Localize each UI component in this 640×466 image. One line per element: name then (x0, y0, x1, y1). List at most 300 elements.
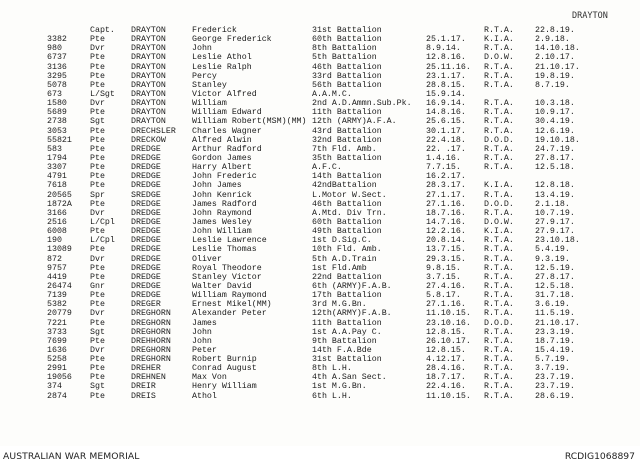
record-row (0, 355, 640, 364)
fate: R.T.A. (484, 345, 514, 355)
unit: 1st A.A.Pay C. (312, 327, 382, 337)
service-number: 5258 (47, 355, 67, 365)
enlistment-date: 14.8.16. (426, 108, 466, 118)
unit: 6th (ARMY)F.A.B. (312, 281, 392, 291)
fate: R.T.A. (484, 300, 514, 310)
enlistment-date: 12.8.15. (426, 327, 466, 337)
unit: 12th(ARMY)F.A.B. (312, 309, 392, 319)
unit: 56th Battalion (312, 80, 382, 90)
fate-date: 31.7.18. (535, 291, 575, 301)
surname: DRAYTON (131, 62, 166, 72)
fate-date: 5.7.19. (535, 355, 570, 365)
record-row (0, 53, 640, 62)
record-row (0, 209, 640, 218)
fate: R.T.A. (484, 126, 514, 136)
fate: R.T.A. (484, 26, 514, 35)
fate: R.T.A. (484, 364, 514, 374)
enlistment-date: 22.4.18. (426, 135, 466, 145)
rank: Pte (90, 391, 105, 401)
given-names: Arthur Radford (192, 144, 262, 154)
surname: DREDGE (131, 245, 161, 255)
record-row (0, 90, 640, 99)
record-row (0, 227, 640, 236)
given-names: Frederick (192, 26, 237, 35)
fate: R.T.A. (484, 245, 514, 255)
record-row (0, 81, 640, 90)
record-row (0, 181, 640, 190)
enlistment-date: 3.7.15. (426, 272, 461, 282)
given-names: Royal Theodore (192, 263, 262, 273)
given-names: Peter (192, 345, 217, 355)
rank: Gnr (90, 281, 105, 291)
fate: D.O.D. (484, 199, 514, 209)
enlistment-date: 27.4.16. (426, 281, 466, 291)
rank: Dvr (90, 254, 105, 264)
surname: DREGER (131, 300, 161, 310)
given-names: Percy (192, 71, 217, 81)
rank: Pte (90, 199, 105, 209)
rank: Pte (90, 62, 105, 72)
surname: DRAYTON (131, 89, 166, 99)
record-row (0, 373, 640, 382)
service-number: 3166 (47, 208, 67, 218)
record-row (0, 236, 640, 245)
surname: DREIR (131, 382, 156, 392)
record-row (0, 319, 640, 328)
enlistment-date: 11.10.15. (426, 391, 471, 401)
enlistment-date: 14.7.16. (426, 217, 466, 227)
service-number: 7618 (47, 181, 67, 191)
unit: 8th L.H. (312, 364, 352, 374)
unit: A.Mtd. Div Trn. (312, 208, 387, 218)
given-names: George Frederick (192, 35, 272, 45)
surname: DREDGE (131, 199, 161, 209)
enlistment-date: 27.1.16. (426, 199, 466, 209)
service-number: 583 (47, 144, 62, 154)
fate: R.T.A. (484, 254, 514, 264)
unit: 12th (ARMY)A.F.A. (312, 117, 397, 127)
service-number: 673 (47, 89, 62, 99)
unit: 35th Battalion (312, 153, 382, 163)
given-names: James Wesley (192, 217, 252, 227)
surname: DREDGE (131, 281, 161, 291)
fate-date: 23.10.18. (535, 236, 580, 246)
unit: 5th A.D.Train (312, 254, 377, 264)
rank: Pte (90, 163, 105, 173)
enlistment-date: 12.8.16. (426, 53, 466, 63)
fate-date: 12.5.18. (535, 281, 575, 291)
enlistment-date: 30.1.17. (426, 126, 466, 136)
surname: DREDGE (131, 217, 161, 227)
record-row (0, 346, 640, 355)
unit: 14th F.A.Bde (312, 345, 372, 355)
rank: Pte (90, 291, 105, 301)
footer-record-id: RCDIG1068897 (564, 451, 635, 462)
fate-date: 10.3.18. (535, 99, 575, 109)
rank: Pte (90, 227, 105, 237)
fate-date: 19.10.18. (535, 135, 580, 145)
rank: Dvr (90, 99, 105, 109)
surname: DREGHORN (131, 318, 171, 328)
given-names: William Raymond (192, 291, 267, 301)
fate-date: 27.8.17. (535, 153, 575, 163)
enlistment-date: 22. .17. (426, 144, 466, 154)
enlistment-date: 28.4.16. (426, 364, 466, 374)
given-names: Harry Albert (192, 163, 252, 173)
record-row (0, 127, 640, 136)
fate: R.T.A. (484, 355, 514, 365)
unit: 31st Battalion (312, 355, 382, 365)
rank: Spr (90, 190, 105, 200)
given-names: John James (192, 181, 242, 191)
given-names: Gordon James (192, 153, 252, 163)
given-names: James Radford (192, 199, 257, 209)
fate: R.T.A. (484, 391, 514, 401)
enlistment-date: 16.2.17. (426, 172, 466, 182)
service-number: 55821 (47, 135, 72, 145)
fate-date: 23.3.19. (535, 327, 575, 337)
rank: Pte (90, 364, 105, 374)
rank: L/Cpl (90, 236, 115, 246)
enlistment-date: 28.3.17. (426, 181, 466, 191)
service-number: 3053 (47, 126, 67, 136)
surname: DREIS (131, 391, 156, 401)
fate: K.I.A. (484, 35, 514, 45)
record-row (0, 291, 640, 300)
surname: DREHNEN (131, 373, 166, 383)
unit: 1st Fld.Amb (312, 263, 367, 273)
surname: DRECHSLER (131, 126, 176, 136)
rank: Pte (90, 373, 105, 383)
fate-date: 9.3.19. (535, 254, 570, 264)
service-number: 2738 (47, 117, 67, 127)
given-names: Stanley Victor (192, 272, 262, 282)
given-names: Conrad August (192, 364, 257, 374)
service-number: 5689 (47, 108, 67, 118)
fate: R.T.A. (484, 291, 514, 301)
given-names: Robert Burnip (192, 355, 257, 365)
given-names: Leslie Lawrence (192, 236, 267, 246)
enlistment-date: 26.10.17. (426, 336, 471, 346)
fate-date: 10.9.17. (535, 108, 575, 118)
given-names: Leslie Athol (192, 53, 252, 63)
unit: 1st D.Sig.C. (312, 236, 372, 246)
fate-date: 27.8.17. (535, 272, 575, 282)
fate: R.T.A. (484, 144, 514, 154)
unit: 4th A.San Sect. (312, 373, 387, 383)
fate: R.T.A. (484, 117, 514, 127)
service-number: 13089 (47, 245, 72, 255)
surname: DREDGE (131, 144, 161, 154)
record-row (0, 35, 640, 44)
surname: DRAYTON (131, 99, 166, 109)
rank: Pte (90, 80, 105, 90)
record-row (0, 245, 640, 254)
rank: Pte (90, 336, 105, 346)
enlistment-date: 22.4.16. (426, 382, 466, 392)
surname: DREDGE (131, 263, 161, 273)
unit: 11th Battalion (312, 318, 382, 328)
surname: DRAYTON (131, 71, 166, 81)
given-names: Leslie Thomas (192, 245, 257, 255)
record-row (0, 163, 640, 172)
given-names: Athol (192, 391, 217, 401)
unit: 46th Battalion (312, 62, 382, 72)
unit: 2nd A.D.Ammn.Sub.Pk. (312, 99, 412, 109)
record-row (0, 328, 640, 337)
rank: Pte (90, 172, 105, 182)
fate-date: 14.10.18. (535, 44, 580, 54)
given-names: Charles Wagner (192, 126, 262, 136)
record-row (0, 154, 640, 163)
service-number: 872 (47, 254, 62, 264)
record-row (0, 218, 640, 227)
fate: D.O.D. (484, 318, 514, 328)
rank: Pte (90, 355, 105, 365)
given-names: Max Von (192, 373, 227, 383)
fate: R.T.A. (484, 382, 514, 392)
enlistment-date: 7.7.15. (426, 163, 461, 173)
enlistment-date: 28.8.15. (426, 80, 466, 90)
records-list (0, 26, 640, 401)
unit: 3rd M.G.Bn. (312, 300, 367, 310)
service-number: 2874 (47, 391, 67, 401)
fate-date: 24.7.19. (535, 144, 575, 154)
unit: 60th Battalion (312, 35, 382, 45)
given-names: John (192, 327, 212, 337)
surname: DRAYTON (131, 80, 166, 90)
given-names: Ernest Mikel(MM) (192, 300, 272, 310)
fate-date: 28.6.19. (535, 391, 575, 401)
fate-date: 12.5.19. (535, 263, 575, 273)
given-names: Leslie Ralph (192, 62, 252, 72)
rank: L/Sgt (90, 89, 115, 99)
enlistment-date: 20.8.14. (426, 236, 466, 246)
service-number: 5382 (47, 300, 67, 310)
fate-date: 2.1.18. (535, 199, 570, 209)
fate: R.T.A. (484, 309, 514, 319)
rank: Pte (90, 71, 105, 81)
surname: DREDGE (131, 272, 161, 282)
given-names: Victor Alfred (192, 89, 257, 99)
header-surname: DRAYTON (572, 11, 608, 21)
fate: R.T.A. (484, 373, 514, 383)
surname: DRAYTON (131, 35, 166, 45)
enlistment-date: 1.4.16. (426, 153, 461, 163)
service-number: 7139 (47, 291, 67, 301)
enlistment-date: 18.7.16. (426, 208, 466, 218)
unit: 8th Battalion (312, 44, 377, 54)
enlistment-date: 25.1.17. (426, 35, 466, 45)
enlistment-date: 13.7.15. (426, 245, 466, 255)
fate-date: 22.8.19. (535, 26, 575, 35)
service-number: 20565 (47, 190, 72, 200)
rank: Pte (90, 126, 105, 136)
rank: Pte (90, 135, 105, 145)
service-number: 3295 (47, 71, 67, 81)
fate: K.I.A. (484, 227, 514, 237)
service-number: 3136 (47, 62, 67, 72)
surname: DRAYTON (131, 44, 166, 54)
fate-date: 3.7.19. (535, 364, 570, 374)
given-names: John Raymond (192, 208, 252, 218)
surname: DREDGE (131, 172, 161, 182)
service-number: 3307 (47, 163, 67, 173)
enlistment-date: 4.12.17. (426, 355, 466, 365)
service-number: 1872A (47, 199, 72, 209)
service-number: 20779 (47, 309, 72, 319)
rank: Pte (90, 53, 105, 63)
unit: 49th Battalion (312, 227, 382, 237)
enlistment-date: 5.8.17. (426, 291, 461, 301)
fate: D.O.W. (484, 217, 514, 227)
enlistment-date: 11.10.15. (426, 309, 471, 319)
unit: 33rd Battalion (312, 71, 382, 81)
service-number: 7699 (47, 336, 67, 346)
unit: 5th Battalion (312, 53, 377, 63)
surname: DREGHORN (131, 309, 171, 319)
surname: DRAYTON (131, 26, 166, 35)
enlistment-date: 18.7.17. (426, 373, 466, 383)
unit: 31st Battalion (312, 26, 382, 35)
fate-date: 2.10.17. (535, 53, 575, 63)
fate: R.T.A. (484, 336, 514, 346)
record-row (0, 364, 640, 373)
fate-date: 11.5.19. (535, 309, 575, 319)
surname: DREDGE (131, 181, 161, 191)
given-names: Henry William (192, 382, 257, 392)
surname: DREDGE (131, 208, 161, 218)
service-number: 6008 (47, 227, 67, 237)
fate-date: 3.6.19. (535, 300, 570, 310)
record-row (0, 72, 640, 81)
fate: R.T.A. (484, 71, 514, 81)
fate-date: 27.9.17. (535, 227, 575, 237)
fate: R.T.A. (484, 263, 514, 273)
rank: Pte (90, 263, 105, 273)
surname: DREHHORN (131, 336, 171, 346)
enlistment-date: 12.8.15. (426, 345, 466, 355)
service-number: 980 (47, 44, 62, 54)
record-row (0, 309, 640, 318)
surname: DREGHORN (131, 355, 171, 365)
given-names: John Frederic (192, 172, 257, 182)
surname: DREDGE (131, 254, 161, 264)
unit: 11th Battalion (312, 108, 382, 118)
record-row (0, 273, 640, 282)
fate-date: 18.7.19. (535, 336, 575, 346)
fate: R.T.A. (484, 236, 514, 246)
unit: 22nd Battalion (312, 272, 382, 282)
surname: DREDGE (131, 227, 161, 237)
rank: Dvr (90, 44, 105, 54)
footer-source: AUSTRALIAN WAR MEMORIAL (3, 451, 140, 462)
enlistment-date: 27.1.16. (426, 300, 466, 310)
given-names: William Edward (192, 108, 262, 118)
rank: L/Cpl (90, 217, 115, 227)
service-number: 190 (47, 236, 62, 246)
surname: DRAYTON (131, 108, 166, 118)
rank: Capt. (90, 26, 115, 35)
record-row (0, 63, 640, 72)
rank: Sgt (90, 327, 105, 337)
fate: R.T.A. (484, 281, 514, 291)
surname: DRAYTON (131, 53, 166, 63)
surname: DREDGE (131, 291, 161, 301)
fate: R.T.A. (484, 327, 514, 337)
unit: 32nd Battalion (312, 135, 382, 145)
fate: R.T.A. (484, 153, 514, 163)
rank: Pte (90, 300, 105, 310)
record-row (0, 300, 640, 309)
fate-date: 15.4.19. (535, 345, 575, 355)
unit: 60th Battalion (312, 217, 382, 227)
unit: A.F.C. (312, 163, 342, 173)
given-names: John William (192, 227, 252, 237)
rank: Dvr (90, 309, 105, 319)
unit: 7th Fld. Amb. (312, 144, 377, 154)
given-names: Stanley (192, 80, 227, 90)
given-names: Walter David (192, 281, 252, 291)
rank: Pte (90, 153, 105, 163)
unit: 42ndBattalion (312, 181, 377, 191)
service-number: 6737 (47, 53, 67, 63)
record-row (0, 117, 640, 126)
given-names: John (192, 336, 212, 346)
unit: L.Motor W.Sect. (312, 190, 387, 200)
service-number: 9757 (47, 263, 67, 273)
fate: R.T.A. (484, 108, 514, 118)
given-names: Alfred Alwin (192, 135, 252, 145)
record-row (0, 99, 640, 108)
service-number: 1580 (47, 99, 67, 109)
enlistment-date: 12.2.16. (426, 227, 466, 237)
surname: DREDGE (131, 236, 161, 246)
record-row (0, 200, 640, 209)
fate-date: 12.6.19. (535, 126, 575, 136)
rank: Dvr (90, 208, 105, 218)
fate-date: 23.7.19. (535, 373, 575, 383)
given-names: William Robert(MSM)(MM) (192, 117, 307, 127)
fate: R.T.A. (484, 190, 514, 200)
fate-date: 21.10.17. (535, 62, 580, 72)
unit: A.A.M.C. (312, 89, 352, 99)
record-row (0, 282, 640, 291)
enlistment-date: 29.3.15. (426, 254, 466, 264)
fate: R.T.A. (484, 62, 514, 72)
record-row (0, 191, 640, 200)
fate-date: 10.7.19. (535, 208, 575, 218)
fate: D.O.D. (484, 135, 514, 145)
enlistment-date: 27.1.17. (426, 190, 466, 200)
fate-date: 30.4.19. (535, 117, 575, 127)
fate: R.T.A. (484, 272, 514, 282)
enlistment-date: 23.10.16. (426, 318, 471, 328)
unit: 6th L.H. (312, 391, 352, 401)
given-names: John Kenrick (192, 190, 252, 200)
fate: R.T.A. (484, 80, 514, 90)
service-number: 4419 (47, 272, 67, 282)
service-number: 1794 (47, 153, 67, 163)
fate: R.T.A. (484, 44, 514, 54)
record-row (0, 255, 640, 264)
service-number: 1636 (47, 345, 67, 355)
unit: 9th Battalion (312, 336, 377, 346)
record-row (0, 136, 640, 145)
rank: Pte (90, 318, 105, 328)
unit: 46th Battalion (312, 199, 382, 209)
record-row (0, 337, 640, 346)
